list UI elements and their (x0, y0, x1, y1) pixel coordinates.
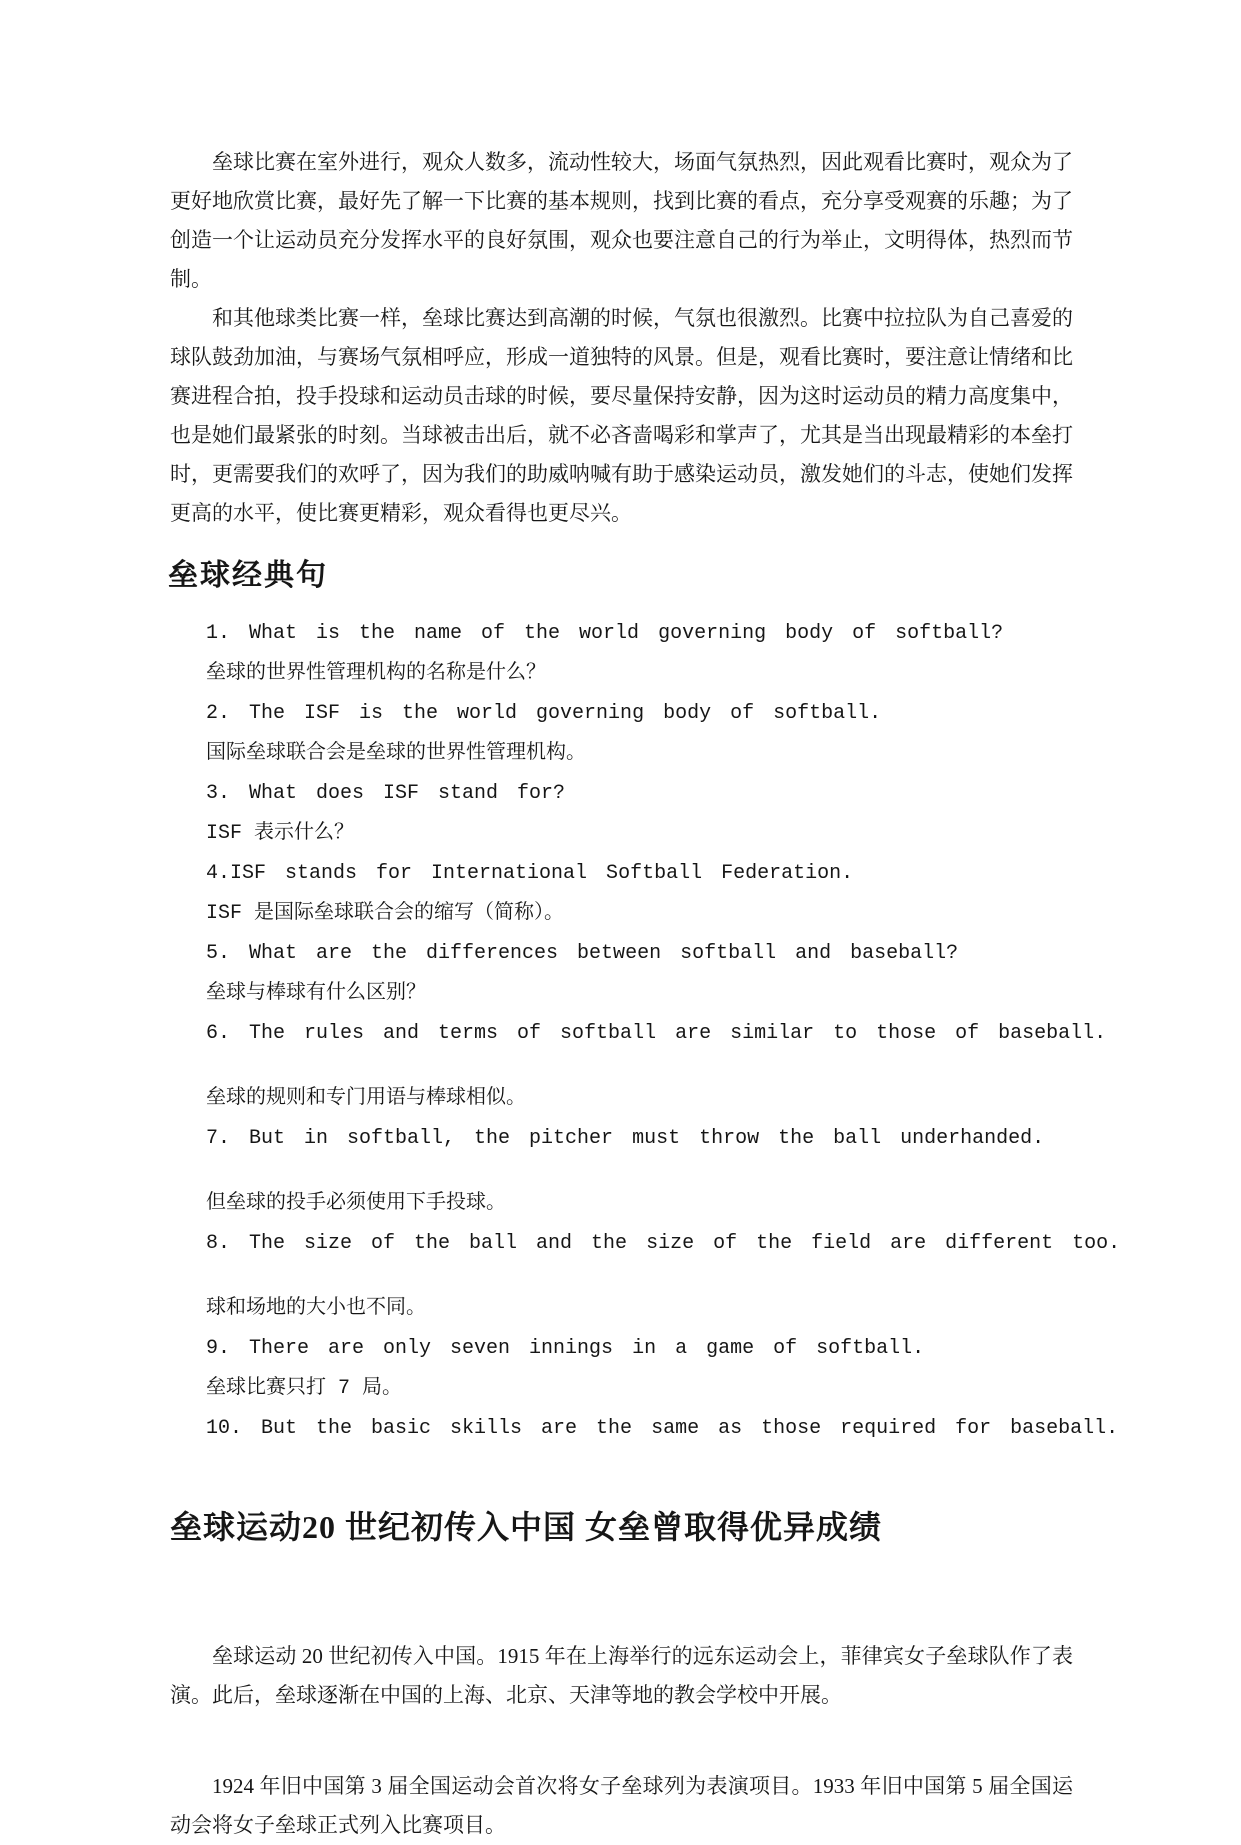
history-paragraph-2: 1924 年旧中国第 3 届全国运动会首次将女子垒球列为表演项目。1933 年旧中国第 5 届全国运动会将女子垒球正式列入比赛项目。 (170, 1774, 1073, 1837)
section-heading-classic-sentences: 垒球经典句 (168, 559, 328, 592)
qa-item-chinese: 国际垒球联合会是垒球的世界性管理机构。 (206, 742, 586, 765)
history-paragraph-1: 垒球运动 20 世纪初传入中国。1915 年在上海举行的远东运动会上，菲律宾女子垒球队作了表演。此后，垒球逐渐在中国的上海、北京、天津等地的教会学校中开展。 (170, 1644, 1073, 1707)
list-item (206, 854, 1073, 934)
qa-item-english: 9. There are only seven innings in a game of softball. (206, 1337, 925, 1360)
list-item (206, 614, 1073, 694)
list-item (206, 774, 1073, 854)
qa-item-chinese: 但垒球的投手必须使用下手投球。 (206, 1192, 506, 1215)
qa-item-english: 3. What does ISF stand for? (206, 782, 566, 805)
intro-paragraph-2: 和其他球类比赛一样，垒球比赛达到高潮的时候，气氛也很激烈。比赛中拉拉队为自己喜爱的球队鼓劲加油，与赛场气氛相呼应，形成一道独特的风景。但是，观看比赛时，要注意让情绪和比赛进程合拍，投手投球和运动员击球的时候，要尽量保持安静，因为这时运动员的精力高度集中，也是她们最紧张的时刻。当球被击出后，就不必吝啬喝彩和掌声了，尤其是当出现最精彩的本垒打时，更需要我们的欢呼了，因为我们的助威呐喊有助于感染运动员，激发她们的斗志，使她们发挥更高的水平，使比赛更精彩，观众看得也更尽兴。 (170, 306, 1073, 525)
list-item (206, 1329, 1073, 1409)
qa-item-english: 7. But in softball, the pitcher must throw the ball underhanded. (206, 1127, 1045, 1150)
list-item (206, 1409, 1119, 1449)
qa-item-chinese: 垒球的规则和专门用语与棒球相似。 (206, 1087, 526, 1110)
qa-item-english: 2. The ISF is the world governing body of softball. (206, 702, 882, 725)
classic-sentences-list (206, 614, 1121, 1449)
qa-item-english: 10. But the basic skills are the same as those required for baseball. (206, 1417, 1119, 1440)
qa-item-english: 1. What is the name of the world governing body of softball? (206, 622, 1004, 645)
qa-item-english: 6. The rules and terms of softball are similar to those of baseball. (206, 1022, 1107, 1045)
qa-item-chinese: ISF 表示什么？ (206, 822, 355, 845)
qa-item-english: 4.ISF stands for International Softball Federation. (206, 862, 854, 885)
qa-item-chinese: 垒球比赛只打 7 局。 (206, 1377, 403, 1400)
qa-item-chinese: 垒球与棒球有什么区别？ (206, 982, 426, 1005)
qa-item-english: 8. The size of the ball and the size of the field are different too. (206, 1232, 1121, 1255)
qa-item-chinese: ISF 是国际垒球联合会的缩写（简称）。 (206, 902, 565, 925)
section-heading-history: 垒球运动20 世纪初传入中国 女垒曾取得优异成绩 (170, 1509, 883, 1545)
list-item (206, 694, 1073, 774)
list-item (206, 1224, 1121, 1329)
qa-item-english: 5. What are the differences between softball and baseball? (206, 942, 959, 965)
intro-paragraph-1: 垒球比赛在室外进行，观众人数多，流动性较大，场面气氛热烈，因此观看比赛时，观众为了更好地欣赏比赛，最好先了解一下比赛的基本规则，找到比赛的看点，充分享受观赛的乐趣；为了创造一个让运动员充分发挥水平的良好氛围，观众也要注意自己的行为举止，文明得体，热烈而节制。 (170, 150, 1073, 291)
list-item (206, 1014, 1107, 1119)
list-item (206, 1119, 1073, 1224)
qa-item-chinese: 垒球的世界性管理机构的名称是什么？ (206, 662, 546, 685)
list-item (206, 934, 1073, 1014)
qa-item-chinese: 球和场地的大小也不同。 (206, 1297, 426, 1320)
